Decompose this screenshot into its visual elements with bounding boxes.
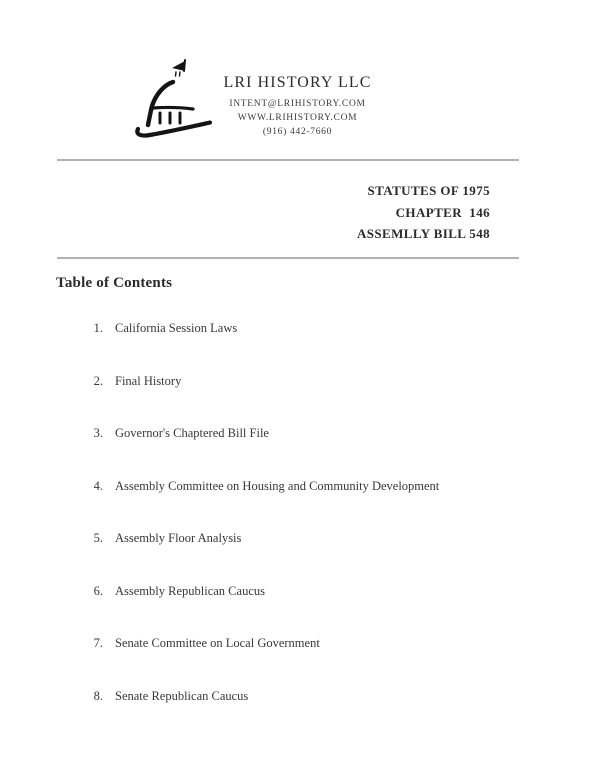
divider-bottom <box>57 257 519 259</box>
toc-item <box>56 307 536 349</box>
toc-item <box>56 465 536 507</box>
toc-item-number: 1. <box>93 321 103 335</box>
bill-reference <box>357 180 490 245</box>
table-of-contents <box>56 274 536 727</box>
divider-top <box>57 159 519 161</box>
toc-item-number: 2. <box>93 373 103 388</box>
company-phone: (916) 442-7660 <box>262 127 333 137</box>
toc-item-number: 6. <box>93 583 103 598</box>
toc-heading: Table of Contents <box>56 275 173 291</box>
company-email: INTENT@LRIHISTORY.COM <box>229 99 366 109</box>
statutes-line: STATUTES OF 1975 <box>367 183 490 198</box>
toc-item-number: 8. <box>93 688 103 703</box>
toc-item <box>56 517 536 559</box>
toc-item-label: Assembly Floor Analysis <box>115 531 242 545</box>
assembly-bill-line: ASSEMLLY BILL 548 <box>357 226 490 241</box>
toc-item <box>56 675 536 717</box>
company-name: LRI HISTORY LLC <box>223 74 372 91</box>
company-website: WWW.LRIHISTORY.COM <box>237 113 358 123</box>
toc-item-number: 7. <box>93 636 103 650</box>
toc-item-label: Senate Republican Caucus <box>115 688 249 703</box>
toc-item-number: 3. <box>93 426 103 440</box>
toc-item-label: Senate Committee on Local Government <box>115 636 320 650</box>
toc-item-label: Final History <box>115 373 182 388</box>
toc-item <box>56 622 536 664</box>
toc-item-label: Assembly Committee on Housing and Community Development <box>115 478 440 493</box>
toc-item-number: 5. <box>93 531 103 545</box>
toc-item-label: Assembly Republican Caucus <box>115 583 265 598</box>
chapter-line: CHAPTER 146 <box>395 204 490 220</box>
toc-item-label: California Session Laws <box>115 321 238 335</box>
toc-item <box>56 570 536 612</box>
letterhead-text <box>0 72 595 139</box>
toc-item-label: Governor's Chaptered Bill File <box>115 426 269 440</box>
toc-item-number: 4. <box>93 478 103 493</box>
toc-list <box>56 307 536 717</box>
toc-item <box>56 412 536 454</box>
toc-item <box>56 360 536 402</box>
